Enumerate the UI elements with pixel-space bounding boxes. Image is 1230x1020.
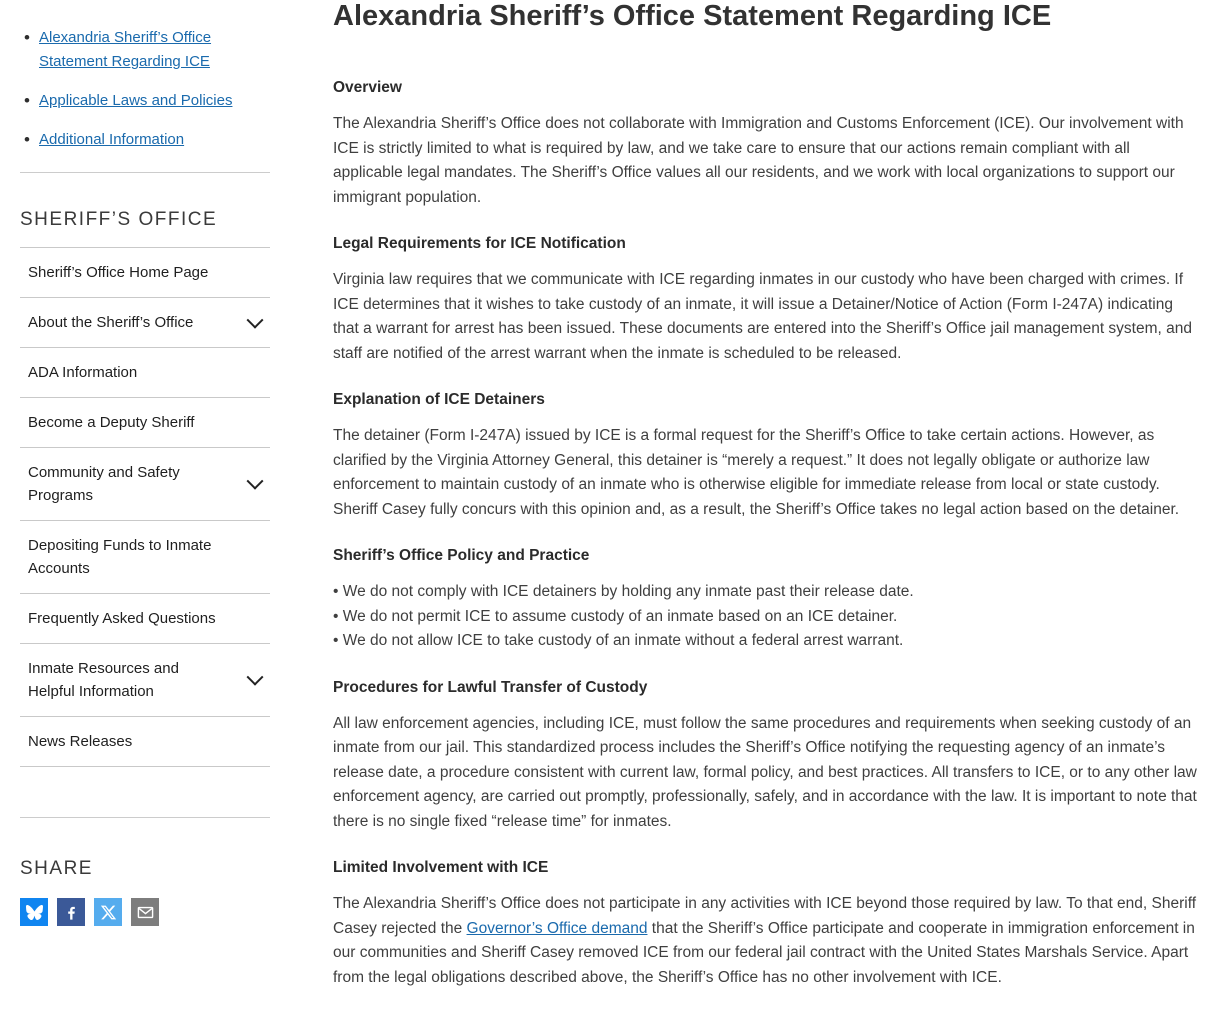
policy-bullet: • We do not allow ICE to take custody of an inmate without a federal arrest warrant. <box>333 629 1200 654</box>
share-buttons <box>20 898 270 926</box>
sidebar-item-depositing-funds[interactable] <box>20 520 270 593</box>
chevron-down-icon[interactable] <box>244 474 266 494</box>
share-email-button[interactable] <box>131 898 159 926</box>
sidebar-item-home-page[interactable] <box>20 247 270 297</box>
text-after-link: that the Sheriff’s Office participate and cooperate in immigration enforcement in our communities and Sheriff Casey removed ICE from our federal jail contract with the United States Marshals Service. Apart from the legal obligations described above, the Sheriff’s Office has no other involvement with ICE. <box>333 919 1195 986</box>
policy-bullet: • We do not permit ICE to assume custody of an inmate based on an ICE detainer. <box>333 605 1200 630</box>
chevron-down-icon[interactable] <box>244 313 266 333</box>
sidebar-item-ada-information[interactable] <box>20 347 270 397</box>
page-title: Alexandria Sheriff’s Office Statement Regarding ICE <box>333 0 1052 32</box>
policy-bullet: • We do not comply with ICE detainers by holding any inmate past their release date. <box>333 580 1200 605</box>
section-body: Virginia law requires that we communicate with ICE regarding inmates in our custody who have been charged with crimes. If ICE determines that it wishes to take custody of an inmate, it will issue a Detainer/Notice of Action (Form I-247A) indicating that a warrant for arrest has been issued. These documents are entered into the Sheriff’s Office jail management system, and staff are notified of the arrest warrant when the inmate is scheduled to be released. <box>333 271 1192 362</box>
share-heading: SHARE <box>20 858 93 879</box>
share-x-button[interactable] <box>94 898 122 926</box>
section-body: All law enforcement agencies, including ICE, must follow the same procedures and requirements when seeking custody of an inmate from our jail. This standardized process includes the Sheriff’s Office notifying the requesting agency of an inmate’s release date, a procedure consistent with current law, formal policy, and best practices. All transfers to ICE, or to any other law enforcement agency, are carried out promptly, professionally, safely, and in accordance with the law. It is important to note that there is no single fixed “release time” for inmates. <box>333 714 1197 830</box>
sidebar-item-label: Community and Safety Programs <box>28 464 180 504</box>
sidebar-item-inmate-resources[interactable] <box>20 643 270 716</box>
sidebar-item-label: Frequently Asked Questions <box>28 610 216 627</box>
chevron-glyph <box>247 311 264 328</box>
sidebar-item-faq[interactable] <box>20 593 270 643</box>
section-legal-requirements <box>333 235 1200 366</box>
section-limited-involvement <box>333 859 1200 990</box>
share-divider <box>20 817 270 818</box>
sidebar-item-label: Inmate Resources and Helpful Information <box>28 660 179 700</box>
share-bluesky-button[interactable] <box>20 898 48 926</box>
main-content <box>290 0 1220 1020</box>
sidebar-item-become-deputy[interactable] <box>20 397 270 447</box>
toc-link-statement[interactable]: Alexandria Sheriff’s Office Statement Regarding ICE <box>39 29 212 70</box>
share-facebook-button[interactable] <box>57 898 85 926</box>
email-icon <box>137 904 154 921</box>
section-heading: Limited Involvement with ICE <box>333 859 549 877</box>
toc-item <box>24 26 270 74</box>
section-heading: Procedures for Lawful Transfer of Custody <box>333 678 648 696</box>
chevron-glyph <box>247 669 264 686</box>
sidebar-section-heading: SHERIFF’S OFFICE <box>20 209 218 230</box>
sidebar-item-label: About the Sheriff’s Office <box>28 314 194 331</box>
sidebar-item-label: Become a Deputy Sheriff <box>28 414 195 431</box>
sidebar-item-label: News Releases <box>28 733 133 750</box>
section-ice-detainers <box>333 391 1200 522</box>
sidebar-item-label: Sheriff’s Office Home Page <box>28 264 209 281</box>
section-body <box>333 892 1200 990</box>
text-before-link: The Alexandria Sheriff’s Office does not participate in any activities with ICE beyond those required by law. To that end, Sheriff Casey rejected the <box>333 895 1197 937</box>
sidebar-item-community-safety[interactable] <box>20 447 270 520</box>
section-heading: Overview <box>333 79 402 97</box>
sidebar-item-news-releases[interactable] <box>20 716 270 767</box>
section-policy-practice <box>333 547 1200 654</box>
chevron-down-icon[interactable] <box>244 670 266 690</box>
sidebar-item-label: ADA Information <box>28 364 138 381</box>
bluesky-icon <box>26 904 43 921</box>
x-icon <box>100 904 117 921</box>
section-overview <box>333 79 1200 210</box>
section-lawful-transfer <box>333 679 1200 835</box>
toc-item <box>24 89 270 113</box>
facebook-icon <box>63 904 80 921</box>
chevron-glyph <box>247 473 264 490</box>
section-body: The Alexandria Sheriff’s Office does not collaborate with Immigration and Customs Enforcement (ICE). Our involvement with ICE is strictly limited to what is required by law, and we take care to ensure that our actions remain compliant with all applicable legal mandates. The Sheriff’s Office values all our residents, and we work with local organizations to support our immigrant population. <box>333 115 1184 206</box>
toc-link-applicable-laws[interactable]: Applicable Laws and Policies <box>39 92 233 109</box>
section-heading: Explanation of ICE Detainers <box>333 391 545 409</box>
toc-divider <box>20 172 270 173</box>
sidebar-nav <box>20 247 270 767</box>
toc-link-additional-info[interactable]: Additional Information <box>39 131 185 148</box>
sidebar-item-about[interactable] <box>20 297 270 347</box>
sidebar-item-label: Depositing Funds to Inmate Accounts <box>28 537 212 577</box>
governors-office-demand-link[interactable]: Governor’s Office demand <box>466 919 648 937</box>
section-heading: Legal Requirements for ICE Notification <box>333 235 626 253</box>
toc-list <box>24 26 270 152</box>
toc-item <box>24 128 270 152</box>
section-body: The detainer (Form I-247A) issued by ICE is a formal request for the Sheriff’s Office to take certain actions. However, as clarified by the Virginia Attorney General, this detainer is “merely a request.” It does not legally obligate or authorize law enforcement to maintain custody of an inmate who is otherwise eligible for immediate release from local or state custody. Sheriff Casey fully concurs with this opinion and, as a result, the Sheriff’s Office takes no legal action based on the detainer. <box>333 427 1180 518</box>
section-heading: Sheriff’s Office Policy and Practice <box>333 547 590 565</box>
sidebar <box>0 0 290 926</box>
